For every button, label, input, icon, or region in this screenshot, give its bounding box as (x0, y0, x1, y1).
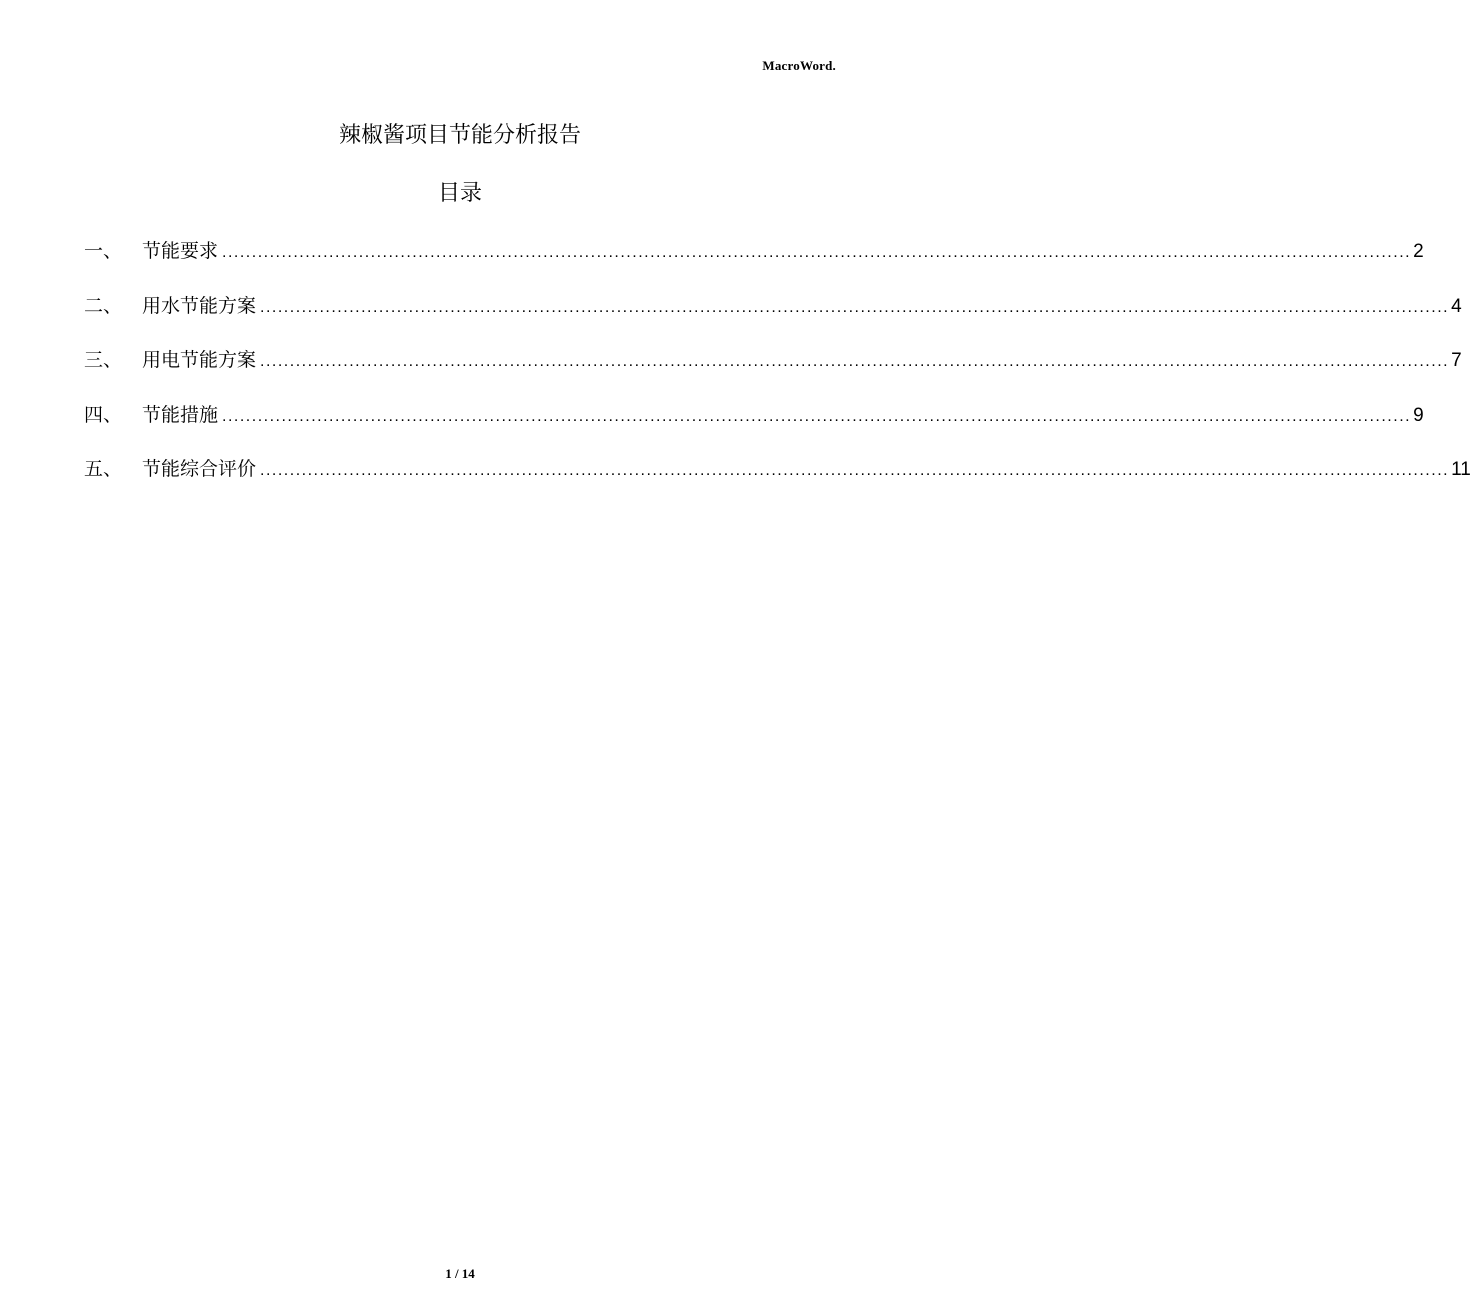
toc-entry-title: 节能措施 (142, 403, 219, 426)
document-title: 辣椒酱项目节能分析报告 (338, 123, 581, 148)
toc-entry-number: 一、 (84, 240, 123, 262)
toc-dot-leader: ........................................................................................................................................................................................................ (222, 244, 1412, 261)
toc-entry-title: 用水节能方案 (142, 294, 257, 317)
toc-entry-3[interactable] (84, 345, 1462, 375)
toc-entry-page: 4 (1451, 295, 1462, 317)
toc-entry-1[interactable] (84, 236, 1424, 266)
page-indicator: 1 / 14 (445, 1266, 475, 1281)
toc-entry-title: 用电节能方案 (142, 349, 257, 371)
toc-dot-leader: ........................................................................................................................................................................................................ (222, 407, 1412, 425)
toc-entry-page: 7 (1451, 350, 1462, 371)
toc-entry-number: 二、 (84, 294, 123, 317)
toc-dot-leader: ........................................................................................................................................................................................................ (260, 298, 1450, 316)
toc-dot-leader: ........................................................................................................................................................................................................ (260, 353, 1450, 370)
toc-entry-title: 节能要求 (142, 240, 219, 262)
header-brand: MacroWord. (762, 58, 836, 73)
toc-entry-page: 9 (1413, 404, 1424, 426)
toc-entry-number: 三、 (84, 349, 123, 371)
toc-dot-leader: ........................................................................................................................................................................................................ (260, 462, 1450, 479)
toc-entry-5[interactable] (84, 454, 1471, 484)
toc-entry-number: 五、 (84, 458, 123, 480)
toc-entry-title: 节能综合评价 (142, 458, 257, 480)
toc-entry-page: 11 (1451, 459, 1471, 480)
table-of-contents (84, 236, 1471, 509)
toc-entry-2[interactable] (84, 291, 1462, 321)
toc-entry-page: 2 (1413, 241, 1424, 262)
toc-entry-4[interactable] (84, 400, 1424, 430)
toc-heading: 目录 (437, 181, 482, 206)
toc-entry-number: 四、 (84, 403, 123, 426)
